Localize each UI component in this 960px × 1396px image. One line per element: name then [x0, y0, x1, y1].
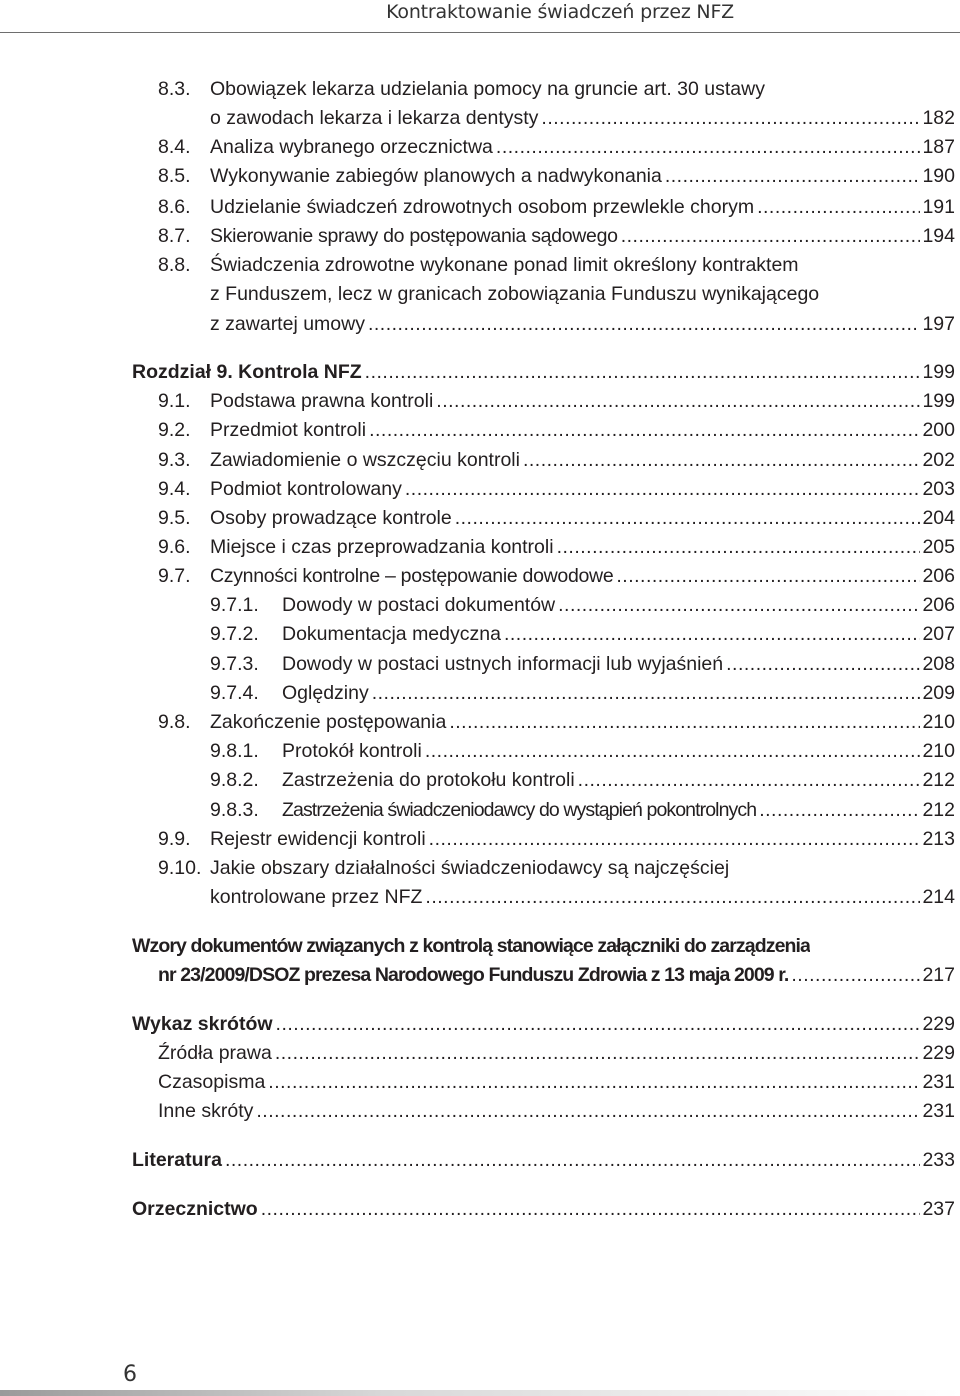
- toc-title: Wykaz skrótów: [132, 1013, 273, 1035]
- toc-title: Wykonywanie zabiegów planowych a nadwykonania: [210, 165, 662, 187]
- toc-title: Dokumentacja medyczna: [282, 623, 501, 645]
- toc-title: Inne skróty: [158, 1100, 254, 1122]
- dot-leader: [365, 358, 921, 387]
- toc-page: 206: [922, 594, 955, 616]
- dot-leader: [558, 591, 920, 620]
- toc-title: Rejestr ewidencji kontroli: [210, 828, 426, 850]
- toc-page: 182: [922, 107, 955, 129]
- toc-number: 9.8.1.: [210, 740, 259, 762]
- toc-entry-9-5[interactable]: [0, 504, 960, 533]
- toc-title: Czynności kontrolne – postępowanie dowodowe: [210, 565, 614, 587]
- dot-leader: [496, 133, 921, 162]
- toc-entry-8-5[interactable]: [0, 162, 960, 191]
- toc-title-line: Świadczenia zdrowotne wykonane ponad limit określony kontraktem: [210, 254, 799, 276]
- toc-page: 199: [922, 361, 955, 383]
- toc-entry-9-8[interactable]: [0, 708, 960, 737]
- toc-entry-orzecznictwo[interactable]: [0, 1195, 960, 1224]
- toc-entry-9-7[interactable]: [0, 562, 960, 591]
- toc-number: 9.7.2.: [210, 623, 259, 645]
- toc-entry-9-6[interactable]: [0, 533, 960, 562]
- toc-number: 9.7.1.: [210, 594, 259, 616]
- toc-entry-9-3[interactable]: [0, 446, 960, 475]
- dot-leader: [578, 766, 921, 795]
- toc-title: Przedmiot kontroli: [210, 419, 367, 441]
- toc-number: 9.7.: [158, 565, 191, 587]
- toc-title-line: Jakie obszary działalności świadczeniodawcy są najczęściej: [210, 857, 730, 879]
- toc-entry-zrodla[interactable]: [0, 1039, 960, 1068]
- dot-leader: [757, 193, 920, 222]
- toc-title: Udzielanie świadczeń zdrowotnych osobom przewlekle chorym: [210, 196, 755, 218]
- toc-page: 197: [922, 313, 955, 335]
- toc-title: Podstawa prawna kontroli: [210, 390, 434, 412]
- toc-number: 9.7.3.: [210, 653, 259, 675]
- toc-number: 9.10.: [158, 857, 202, 879]
- toc-entry-wykaz[interactable]: [0, 1010, 960, 1039]
- toc-entry-8-7[interactable]: [0, 222, 960, 251]
- toc-title: Skierowanie sprawy do postępowania sądowego: [210, 225, 618, 247]
- toc-number: 9.3.: [158, 449, 191, 471]
- toc-number: 8.8.: [158, 254, 191, 276]
- toc-number: 8.6.: [158, 196, 191, 218]
- toc-title: Dowody w postaci ustnych informacji lub wyjaśnień: [282, 653, 724, 675]
- toc-title: Podmiot kontrolowany: [210, 478, 402, 500]
- toc-page: 214: [922, 886, 955, 908]
- toc-page: 187: [922, 136, 955, 158]
- toc-page: 229: [922, 1013, 955, 1035]
- dot-leader: [523, 446, 920, 475]
- dot-leader: [455, 504, 921, 533]
- toc-page: 231: [922, 1100, 955, 1122]
- toc-entry-9-7-4[interactable]: [0, 679, 960, 708]
- toc-title-line: o zawodach lekarza i lekarza dentysty: [210, 107, 539, 129]
- dot-leader: [791, 961, 920, 990]
- toc-page: 229: [922, 1042, 955, 1064]
- dot-leader: [425, 737, 921, 766]
- toc-entry-9-1[interactable]: [0, 387, 960, 416]
- toc-page: 204: [922, 507, 955, 529]
- toc-number: 9.8.: [158, 711, 191, 733]
- toc-number: 9.8.3.: [210, 799, 259, 821]
- toc-entry-8-6[interactable]: [0, 193, 960, 222]
- toc-title: Analiza wybranego orzecznictwa: [210, 136, 493, 158]
- toc-entry-czasopisma[interactable]: [0, 1068, 960, 1097]
- toc-entry-9-7-2[interactable]: [0, 620, 960, 649]
- toc-page: 206: [922, 565, 955, 587]
- dot-leader: [726, 650, 920, 679]
- toc-number: 8.4.: [158, 136, 191, 158]
- toc-page: 231: [922, 1071, 955, 1093]
- toc-title: Zastrzeżenia świadczeniodawcy do wystąpień pokontrolnych: [282, 799, 757, 821]
- toc-title: Dowody w postaci dokumentów: [282, 594, 556, 616]
- page-footer: [0, 1356, 960, 1396]
- toc-title: Protokół kontroli: [282, 740, 422, 762]
- toc-page: 233: [922, 1149, 955, 1171]
- toc-page: 199: [922, 390, 955, 412]
- dot-leader: [436, 387, 920, 416]
- toc-number: 9.7.4.: [210, 682, 259, 704]
- dot-leader: [665, 162, 921, 191]
- toc-entry-8-3-cont[interactable]: [0, 104, 960, 133]
- toc-title: Oględziny: [282, 682, 369, 704]
- toc-entry-9-8-2[interactable]: [0, 766, 960, 795]
- toc-page: 202: [922, 449, 955, 471]
- toc-entry-inne[interactable]: [0, 1097, 960, 1126]
- dot-leader: [557, 533, 921, 562]
- toc-page: 210: [922, 740, 955, 762]
- toc-page: 208: [922, 653, 955, 675]
- toc-title-line: kontrolowane przez NFZ: [210, 886, 423, 908]
- toc-number: 9.4.: [158, 478, 191, 500]
- toc-entry-9-8-3[interactable]: [0, 796, 960, 825]
- toc-entry-wzory[interactable]: [0, 932, 960, 961]
- toc-page: 191: [922, 196, 955, 218]
- toc-entry-8-8-cont[interactable]: [0, 280, 960, 309]
- toc-page: 217: [922, 964, 955, 986]
- toc-page: 209: [922, 682, 955, 704]
- dot-leader: [268, 1068, 920, 1097]
- toc-entry-8-8-cont2[interactable]: [0, 310, 960, 339]
- toc-title-line: Wzory dokumentów związanych z kontrolą stanowiące załączniki do zarządzenia: [132, 935, 811, 957]
- dot-leader: [429, 825, 921, 854]
- toc-entry-8-3[interactable]: [0, 75, 960, 104]
- toc-entry-9-8-1[interactable]: [0, 737, 960, 766]
- dot-leader: [372, 679, 921, 708]
- toc-page: 203: [922, 478, 955, 500]
- toc-chapter-title: Rozdział 9. Kontrola NFZ: [132, 361, 362, 383]
- dot-leader: [225, 1146, 921, 1175]
- dot-leader: [759, 796, 920, 825]
- dot-leader: [541, 104, 920, 133]
- dot-leader: [449, 708, 920, 737]
- toc-number: 9.6.: [158, 536, 191, 558]
- toc-number: 8.7.: [158, 225, 191, 247]
- toc-chapter-9[interactable]: [0, 358, 960, 387]
- toc-number: 9.8.2.: [210, 769, 259, 791]
- toc-entry-wzory-cont[interactable]: [0, 961, 960, 990]
- toc-page: 237: [922, 1198, 955, 1220]
- toc-page: 212: [922, 769, 955, 791]
- toc-title-line: z zawartej umowy: [210, 313, 365, 335]
- toc-page: 213: [922, 828, 955, 850]
- toc-page: 205: [922, 536, 955, 558]
- toc-entry-9-9[interactable]: [0, 825, 960, 854]
- dot-leader: [616, 562, 920, 591]
- toc-page: 210: [922, 711, 955, 733]
- toc-title-line: Obowiązek lekarza udzielania pomocy na gruncie art. 30 ustawy: [210, 78, 765, 100]
- toc-title-line: z Funduszem, lecz w granicach zobowiązania Funduszu wynikającego: [210, 283, 820, 305]
- toc-title: Źródła prawa: [158, 1042, 272, 1064]
- toc-entry-literatura[interactable]: [0, 1146, 960, 1175]
- toc-title: Zawiadomienie o wszczęciu kontroli: [210, 449, 520, 471]
- dot-leader: [368, 310, 920, 339]
- page-number: 6: [123, 1362, 137, 1387]
- dot-leader: [504, 620, 921, 649]
- toc-entry-9-7-3[interactable]: [0, 650, 960, 679]
- toc-page: 200: [922, 419, 955, 441]
- toc-title: Zastrzeżenia do protokołu kontroli: [282, 769, 575, 791]
- dot-leader: [261, 1195, 921, 1224]
- toc-entry-9-7-1[interactable]: [0, 591, 960, 620]
- toc-page: 190: [922, 165, 955, 187]
- toc-title: Zakończenie postępowania: [210, 711, 447, 733]
- toc-number: 9.2.: [158, 419, 191, 441]
- toc-title: Literatura: [132, 1149, 222, 1171]
- dot-leader: [275, 1039, 921, 1068]
- toc-entry-9-4[interactable]: [0, 475, 960, 504]
- toc-page: 194: [922, 225, 955, 247]
- toc-entry-9-10[interactable]: [0, 854, 960, 883]
- toc-number: 9.1.: [158, 390, 191, 412]
- toc-title: Miejsce i czas przeprowadzania kontroli: [210, 536, 554, 558]
- toc-entry-8-8[interactable]: [0, 251, 960, 280]
- toc-page: 207: [922, 623, 955, 645]
- toc-title: Orzecznictwo: [132, 1198, 258, 1220]
- toc-entry-8-4[interactable]: [0, 133, 960, 162]
- toc-entry-9-10-cont[interactable]: [0, 883, 960, 912]
- toc-number: 8.3.: [158, 78, 191, 100]
- toc-title-line: nr 23/2009/DSOZ prezesa Narodowego Funduszu Zdrowia z 13 maja 2009 r.: [158, 964, 789, 986]
- toc-number: 8.5.: [158, 165, 191, 187]
- dot-leader: [276, 1010, 921, 1039]
- dot-leader: [425, 883, 920, 912]
- dot-leader: [405, 475, 921, 504]
- running-header-title: Kontraktowanie świadczeń przez NFZ: [386, 1, 734, 23]
- toc-page: 212: [922, 799, 955, 821]
- footer-bar: [0, 1390, 960, 1396]
- toc-number: 9.9.: [158, 828, 191, 850]
- toc-title: Czasopisma: [158, 1071, 266, 1093]
- dot-leader: [369, 416, 920, 445]
- toc-number: 9.5.: [158, 507, 191, 529]
- toc-title: Osoby prowadzące kontrole: [210, 507, 452, 529]
- dot-leader: [256, 1097, 920, 1126]
- toc-entry-9-2[interactable]: [0, 416, 960, 445]
- dot-leader: [621, 222, 921, 251]
